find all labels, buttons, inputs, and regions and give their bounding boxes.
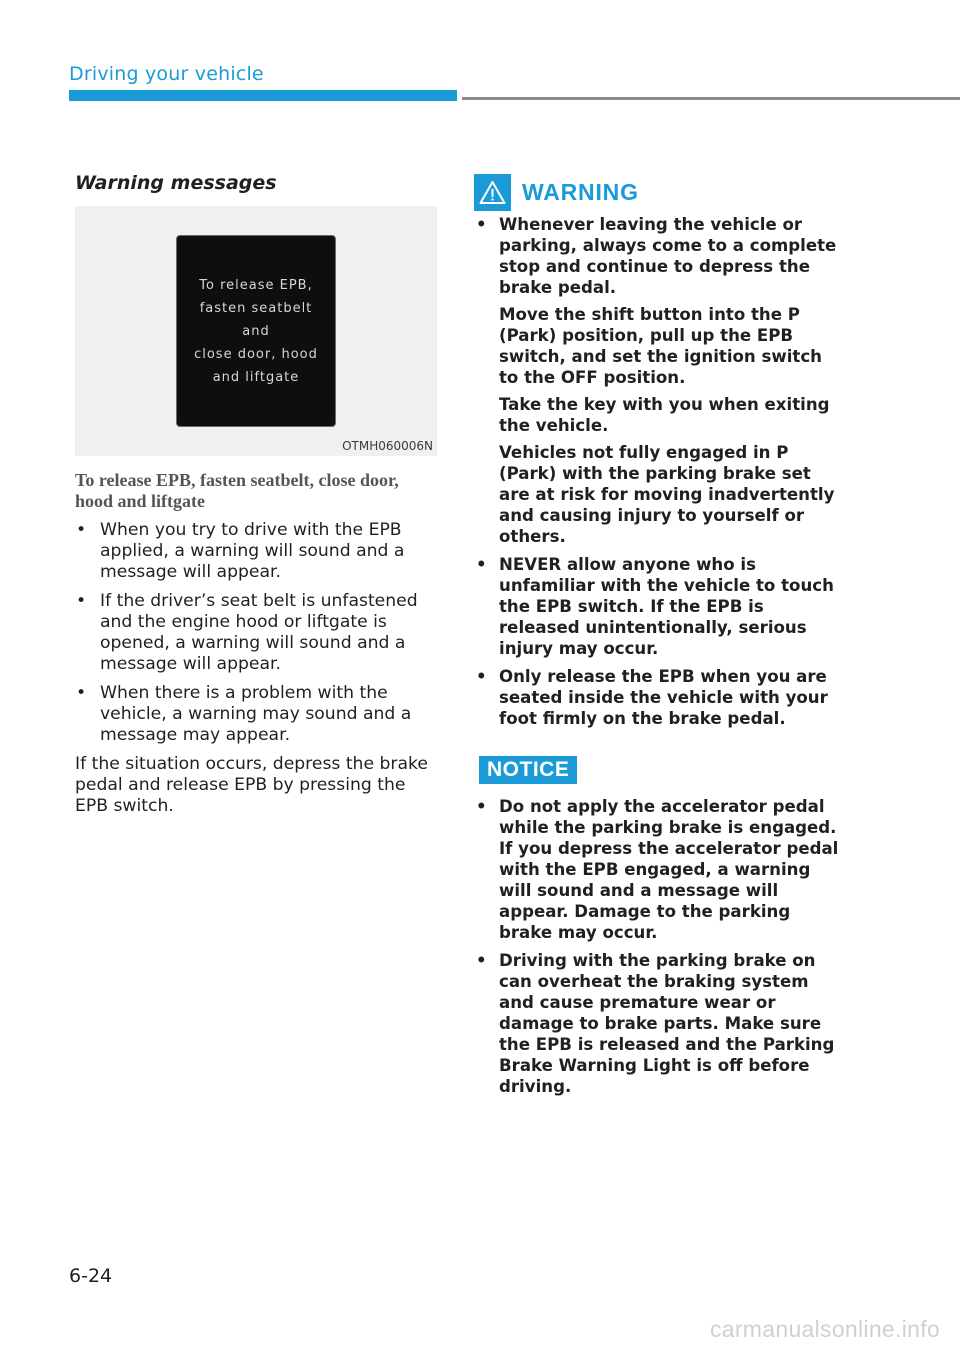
watermark: carmanualsonline.info (709, 1316, 940, 1342)
warning-paragraph: • Whenever leaving the vehicle or parking, always come to a complete stop and continue to depress the brake pedal. (499, 215, 837, 297)
warning-paragraph: • NEVER allow anyone who is unfamiliar with the vehicle to touch the EPB switch. If the EPB is released unintentionally, serious injury may occur. (499, 555, 834, 658)
section-title: Driving your vehicle (69, 63, 264, 85)
list-item: • If the driver’s seat belt is unfastened and the engine hood or liftgate is opened, a warning will sound and a message will appear. (75, 591, 437, 675)
section-subheading: Warning messages (75, 172, 277, 194)
list-item: • When you try to drive with the EPB applied, a warning will sound and a message will appear. (75, 520, 437, 583)
display-line: and liftgate (212, 369, 300, 385)
warning-title: WARNING (522, 178, 639, 205)
page-header (0, 0, 960, 110)
figure-caption: To release EPB, fasten seatbelt, close door, hood and liftgate (75, 470, 399, 511)
warning-paragraph: Vehicles not fully engaged in P (Park) with the parking brake set are at risk for moving inadvertently and causing injury to yourself or others. (499, 443, 835, 546)
warning-paragraph: • Only release the EPB when you are seated inside the vehicle with your foot firmly on the brake pedal. (499, 667, 828, 728)
warning-list (474, 214, 844, 729)
warning-triangle-icon (474, 174, 511, 211)
notice-badge: NOTICE (479, 756, 577, 784)
bullet-list (75, 520, 437, 746)
list-item (474, 554, 844, 659)
right-column (474, 172, 844, 1104)
left-column (75, 172, 437, 817)
warning-paragraph: Move the shift button into the P (Park) position, pull up the EPB switch, and set the ignition switch to the OFF position. (499, 305, 822, 387)
list-item: • Do not apply the accelerator pedal while the parking brake is engaged. If you depress the accelerator pedal with the EPB engaged, a warning will sound and a message will appear. Damage to the parking brake may occur. (474, 796, 844, 943)
header-bar-accent (69, 90, 457, 101)
notice-list (474, 796, 844, 1097)
display-line: close door, hood (194, 346, 318, 362)
list-item: • Driving with the parking brake on can overheat the braking system and cause premature wear or damage to brake parts. Make sure the EPB is released and the Parking Brake Warning Light is off before driving. (474, 950, 844, 1097)
header-bar-rule (462, 97, 960, 100)
list-item: • When there is a problem with the vehicle, a warning may sound and a message may appear. (75, 683, 437, 746)
display-line: To release EPB, (199, 277, 313, 293)
page-number: 6-24 (69, 1265, 113, 1287)
cluster-message-figure (75, 206, 437, 456)
cluster-display (176, 235, 336, 427)
list-item (474, 214, 844, 547)
display-message (177, 274, 335, 389)
list-item (474, 666, 844, 729)
display-line: fasten seatbelt and (199, 300, 313, 339)
warning-header (474, 172, 844, 212)
warning-paragraph: Take the key with you when exiting the vehicle. (499, 395, 830, 435)
body-paragraph: If the situation occurs, depress the brake pedal and release EPB by pressing the EPB switch. (75, 754, 428, 816)
figure-code: OTMH060006N (342, 439, 433, 453)
